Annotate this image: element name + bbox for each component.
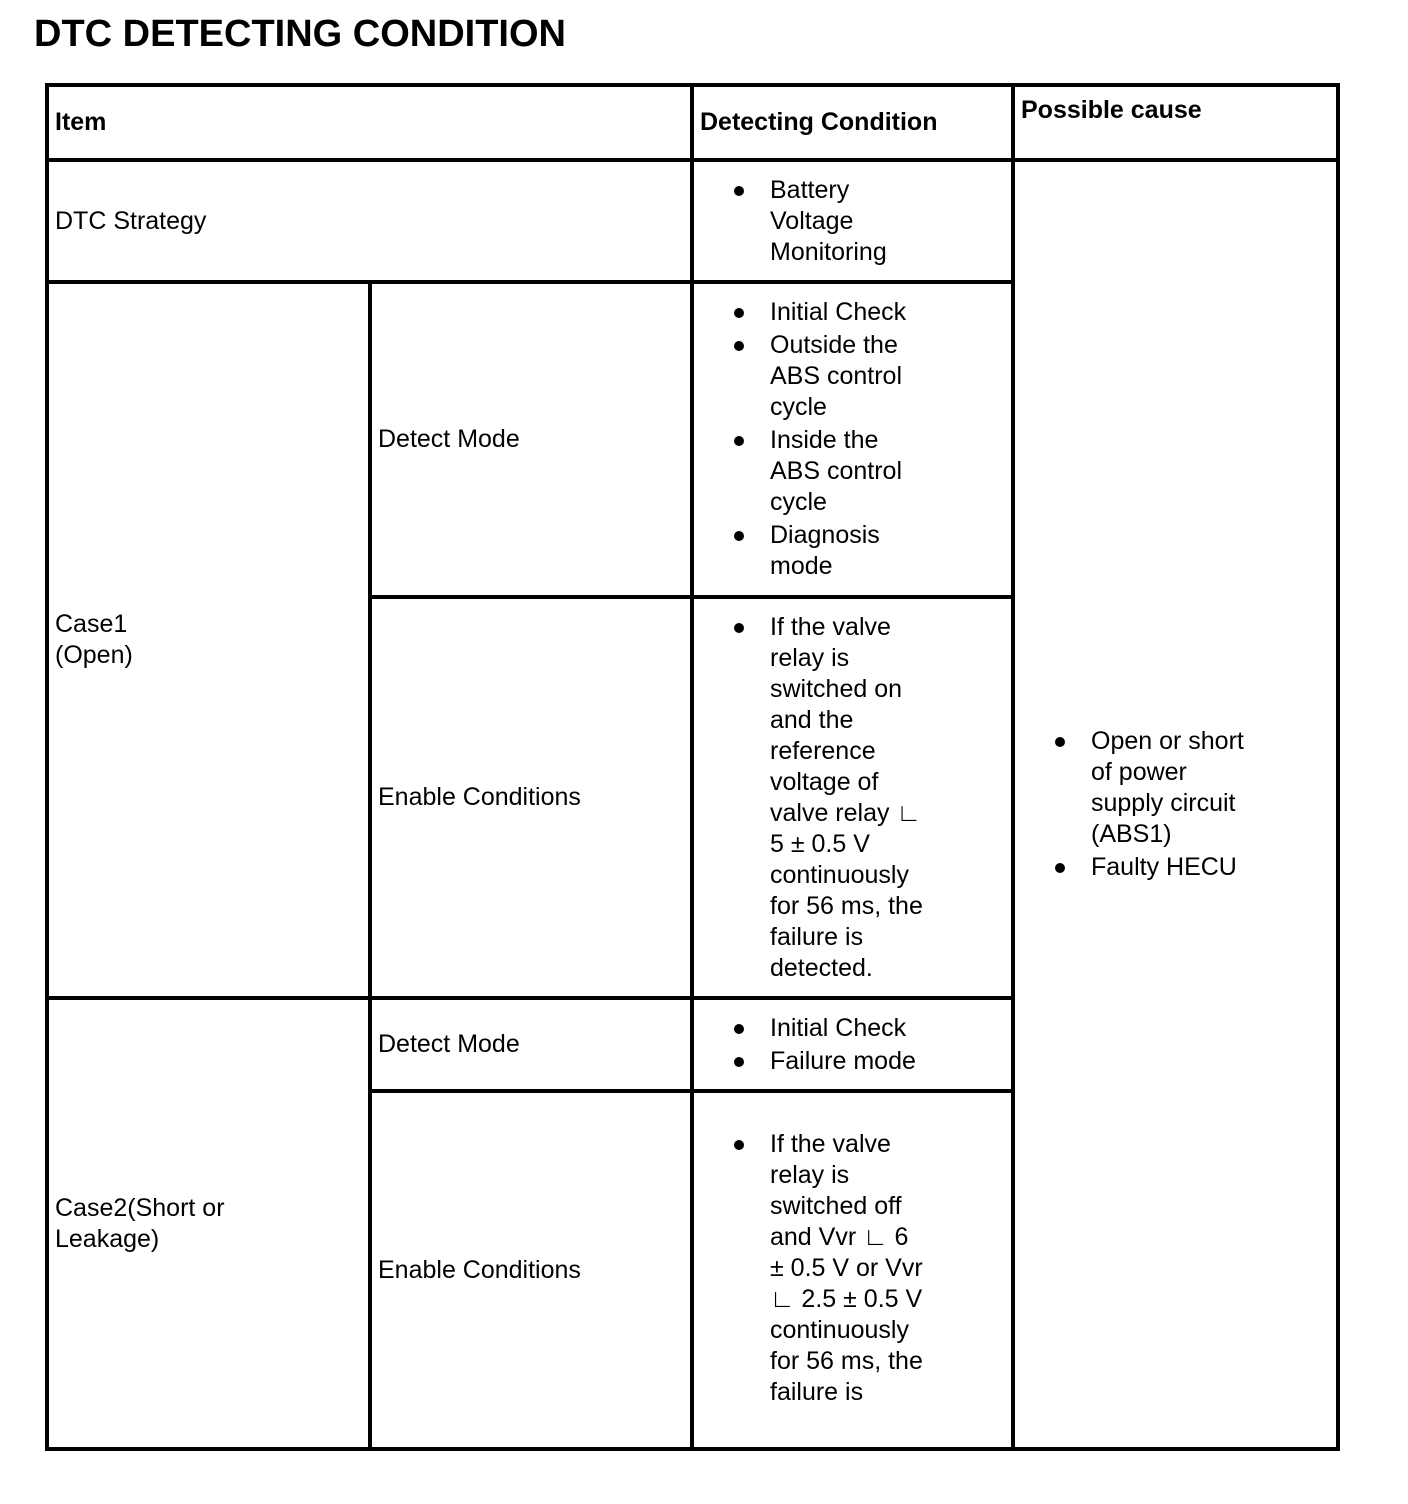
- case1-detect-mode-conditions: [692, 282, 1013, 597]
- case1-label-line2: (Open): [55, 641, 133, 669]
- dtc-table: [45, 83, 1340, 1451]
- case1-label-line1: Case1: [55, 610, 128, 638]
- list-item: Diagnosis mode: [734, 520, 914, 582]
- list-item: Initial Check: [734, 1013, 944, 1044]
- case1-detect-mode-label: Detect Mode: [370, 282, 692, 597]
- header-item: Item: [47, 85, 692, 160]
- page-title: DTC DETECTING CONDITION: [34, 13, 566, 55]
- possible-cause-cell: [1013, 160, 1338, 1449]
- list-item: Faulty HECU: [1055, 852, 1255, 883]
- case1-enable-conditions: [692, 597, 1013, 998]
- list-item: Open or short of power supply circuit (ABS1): [1055, 726, 1255, 850]
- dtc-strategy-conditions: [692, 160, 1013, 282]
- case2-label: [47, 998, 370, 1449]
- dtc-strategy-label: DTC Strategy: [47, 160, 692, 282]
- dtc-strategy-row: [47, 160, 1338, 282]
- list-item: Inside the ABS control cycle: [734, 425, 914, 518]
- case2-enable-conditions: [692, 1091, 1013, 1449]
- header-row: [47, 85, 1338, 160]
- case2-label-line2: Leakage): [55, 1224, 160, 1253]
- header-detecting-condition: Detecting Condition: [692, 85, 1013, 160]
- list-item: Initial Check: [734, 297, 914, 328]
- case2-detect-mode-label: Detect Mode: [370, 998, 692, 1091]
- case2-detect-mode-conditions: [692, 998, 1013, 1091]
- list-item: If the valve relay is switched on and the reference voltage of valve relay ∟ 5 ± 0.5 V continuously for 56 ms, the failure is detected.: [734, 612, 924, 984]
- case1-enable-conditions-label: Enable Conditions: [370, 597, 692, 998]
- list-item: Failure mode: [734, 1046, 944, 1077]
- case1-label: [47, 282, 370, 998]
- header-possible-cause: Possible cause: [1013, 85, 1338, 160]
- list-item: If the valve relay is switched off and Vvr ∟ 6 ± 0.5 V or Vvr ∟ 2.5 ± 0.5 V continuously for 56 ms, the failure is: [734, 1129, 924, 1408]
- case2-label-line1: Case2(Short or: [55, 1193, 225, 1222]
- list-item: Outside the ABS control cycle: [734, 330, 914, 423]
- list-item: Battery Voltage Monitoring: [734, 175, 894, 268]
- case2-enable-conditions-label: Enable Conditions: [370, 1091, 692, 1449]
